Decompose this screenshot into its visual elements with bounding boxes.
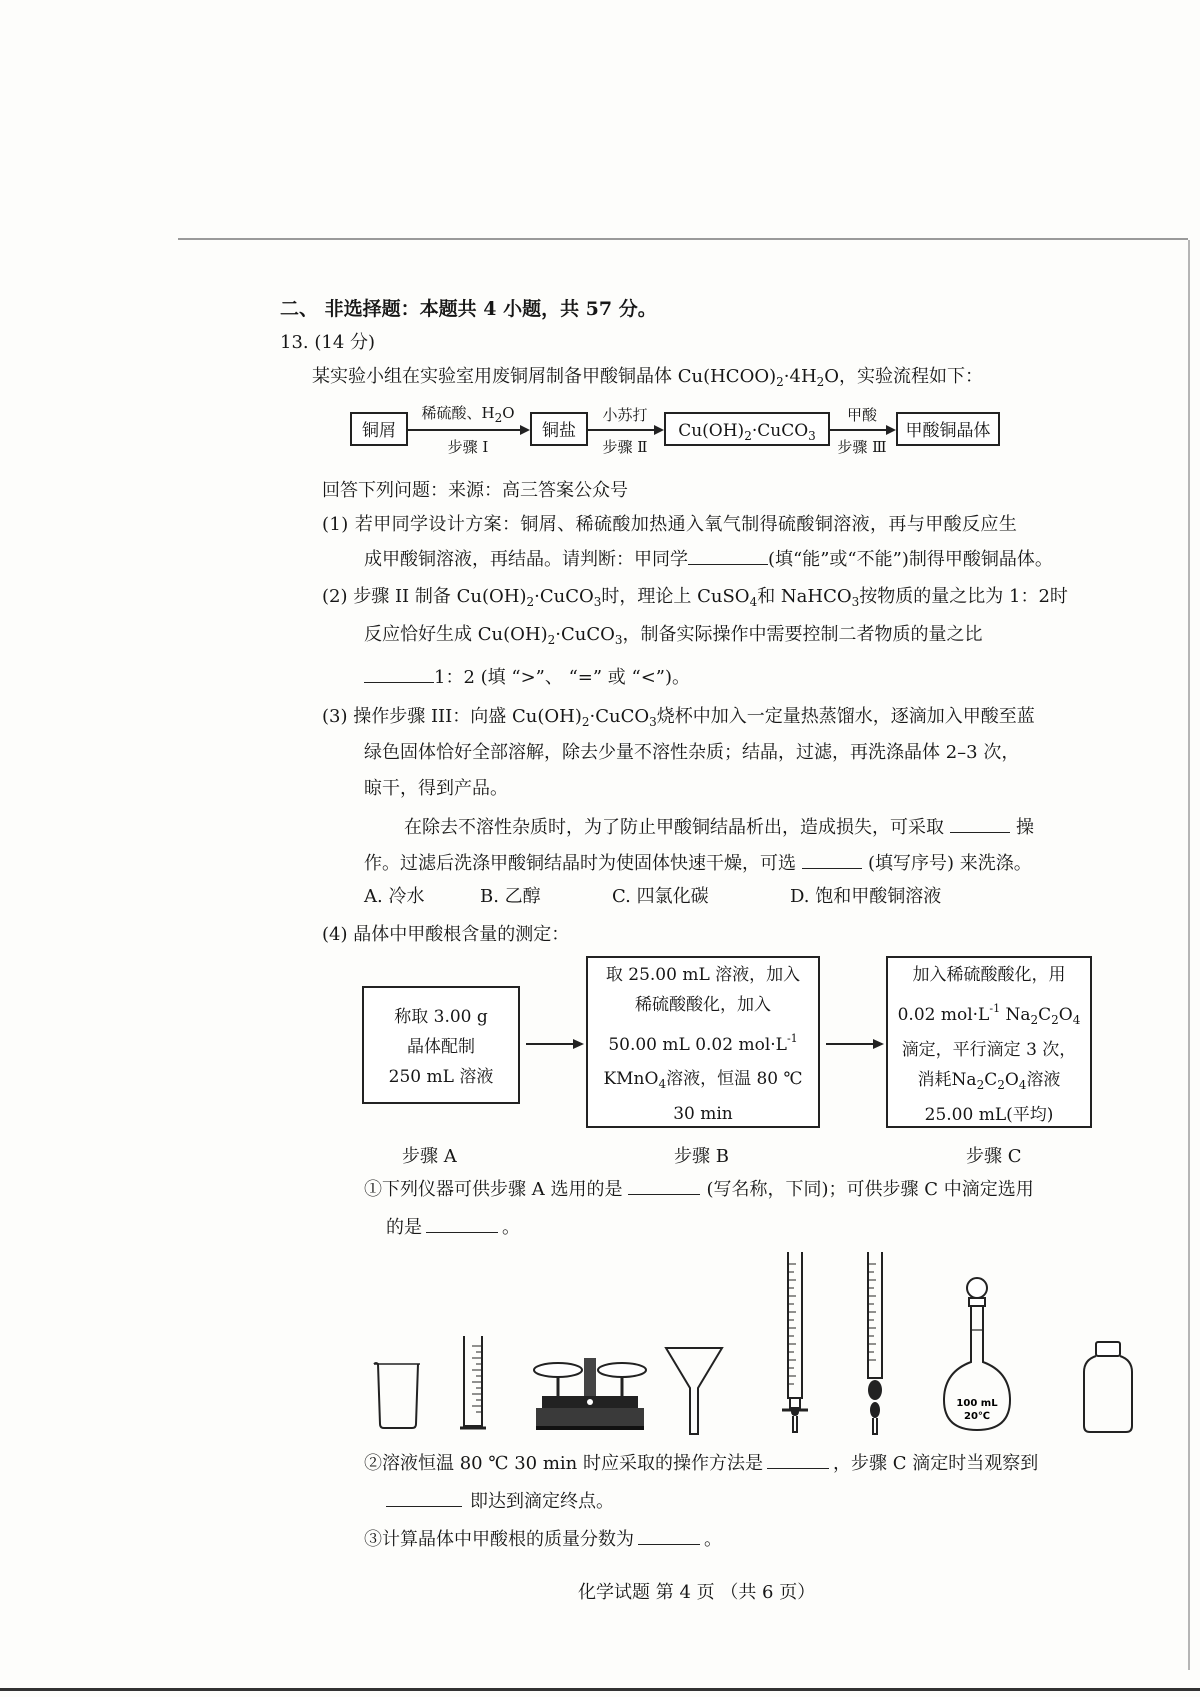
question-num: 13. bbox=[280, 332, 309, 353]
step-a-line3: 250 mL 溶液 bbox=[388, 1067, 494, 1087]
q2-l1b: ·CuCO bbox=[534, 586, 594, 607]
intro-sub-2: 2 bbox=[816, 375, 825, 389]
intro-sub: 2 bbox=[776, 375, 784, 389]
q2-line1 bbox=[322, 584, 1068, 615]
step-b-sup: -1 bbox=[786, 1032, 798, 1045]
q2-l3: 1：2 (填 “>”、 “=” 或 “<”)。 bbox=[434, 667, 691, 688]
q2-l1-sub4: 4 bbox=[749, 595, 758, 609]
step-b-line1: 取 25.00 mL 溶液，加入 bbox=[605, 965, 801, 985]
q4-blank-endpoint[interactable] bbox=[386, 1488, 462, 1507]
q4-sub1-c: 的是 bbox=[386, 1217, 422, 1238]
step-b-conc: 50.00 mL 0.02 mol·L bbox=[608, 1035, 787, 1055]
q3-line5 bbox=[364, 850, 1032, 877]
q3-l4b: 操 bbox=[1016, 817, 1034, 838]
q4-sub1-line1 bbox=[364, 1176, 1034, 1203]
balance-icon bbox=[530, 1354, 650, 1434]
q1-answer-blank[interactable] bbox=[688, 546, 768, 565]
q3-option-d: D. 饱和甲酸铜溶液 bbox=[790, 886, 942, 907]
step-c-sup: -1 bbox=[989, 1002, 1001, 1015]
flow-box-copper-scrap: 铜屑 bbox=[350, 412, 408, 446]
step-c-na: Na bbox=[1005, 1005, 1031, 1025]
step-b-sub4: 4 bbox=[658, 1077, 667, 1091]
step-c-consume: 消耗Na bbox=[917, 1070, 977, 1090]
q3-l1b: ·CuCO bbox=[589, 706, 650, 727]
step-c-c: C bbox=[1038, 1005, 1052, 1025]
step-c-c2: C bbox=[984, 1070, 998, 1090]
step-b-line4 bbox=[588, 1060, 818, 1099]
q3-l4a: 在除去不溶性杂质时，为了防止甲酸铜结晶析出，造成损失，可采取 bbox=[404, 817, 944, 838]
q2-answer-blank[interactable] bbox=[364, 664, 434, 683]
flow-arrow-1-top-a: 稀硫酸、H bbox=[421, 404, 495, 422]
flow-box3-a: Cu(OH) bbox=[678, 421, 745, 441]
q2-l2-sub: 2 bbox=[547, 633, 556, 647]
page-footer: 化学试题 第 4 页 （共 6 页） bbox=[578, 1582, 816, 1603]
q4-blank-c[interactable] bbox=[426, 1214, 498, 1233]
q4-sub2-a: ②溶液恒温 80 ℃ 30 min 时应采取的操作方法是 bbox=[364, 1453, 763, 1474]
flow-box3-sub2: 3 bbox=[808, 429, 816, 443]
step-c-o: O bbox=[1058, 1005, 1073, 1025]
step-c-line5: 25.00 mL(平均) bbox=[924, 1105, 1054, 1125]
step-a-box bbox=[362, 986, 520, 1104]
flow-arrow-1-top-b: O bbox=[502, 404, 515, 422]
q2-l1-sub3: 3 bbox=[593, 595, 602, 609]
flow-arrow-3 bbox=[830, 429, 894, 431]
step-c-line3: 滴定，平行滴定 3 次， bbox=[901, 1040, 1077, 1060]
q3-option-b: B. 乙醇 bbox=[480, 886, 541, 907]
step-arrow-2 bbox=[826, 1043, 882, 1045]
q2-l1-sub3b: 3 bbox=[851, 595, 860, 609]
q2-l1d: 和 NaHCO bbox=[757, 586, 852, 607]
question-score: (14 分) bbox=[314, 332, 376, 353]
flow-arrow-2 bbox=[588, 429, 662, 431]
flow-arrow-3-bottom: 步骤 Ⅲ bbox=[837, 438, 887, 456]
step-b-kmno: KMnO bbox=[603, 1069, 659, 1089]
q2-l2-sub3: 3 bbox=[614, 633, 623, 647]
q3-l1-sub: 2 bbox=[581, 715, 590, 729]
q4-blank-a[interactable] bbox=[628, 1176, 700, 1195]
flow-arrow-2-top: 小苏打 bbox=[602, 406, 648, 424]
step-c-sub2a: 2 bbox=[1030, 1013, 1039, 1027]
q3-l1c: 烧杯中加入一定量热蒸馏水，逐滴加入甲酸至蓝 bbox=[656, 706, 1035, 727]
q3-line4 bbox=[404, 814, 1034, 841]
answer-prompt: 回答下列问题：来源：高三答案公众号 bbox=[322, 480, 628, 501]
edge-rule bbox=[1188, 240, 1190, 1670]
step-a-label: 步骤 A bbox=[402, 1146, 457, 1167]
step-c-line1: 加入稀硫酸酸化，用 bbox=[912, 965, 1066, 985]
question-intro bbox=[312, 364, 983, 395]
q2-l1a: (2) 步骤 II 制备 Cu(OH) bbox=[322, 586, 527, 607]
section-title: 二、 非选择题：本题共 4 小题，共 57 分。 bbox=[280, 298, 657, 320]
step-b-line2: 稀硫酸酸化，加入 bbox=[635, 995, 771, 1015]
q4-sub2-b: ，步骤 C 滴定时当观察到 bbox=[832, 1453, 1039, 1474]
q3-line2: 绿色固体恰好全部溶解，除去少量不溶性杂质；结晶，过滤，再洗涤晶体 2–3 次， bbox=[364, 742, 1020, 763]
step-c-sub2d: 2 bbox=[997, 1078, 1005, 1092]
q1-line2 bbox=[364, 546, 1053, 573]
flow-arrow-1-sub: 2 bbox=[494, 411, 503, 425]
q3-l1a: (3) 操作步骤 III：向盛 Cu(OH) bbox=[322, 706, 582, 727]
flow-box-copper-salt: 铜盐 bbox=[530, 412, 588, 446]
step-c-conc: 0.02 mol·L bbox=[897, 1005, 990, 1025]
intro-suffix: ·4H bbox=[783, 366, 817, 387]
step-c-sub2c: 2 bbox=[976, 1078, 985, 1092]
base-burette-icon bbox=[858, 1250, 892, 1436]
step-c-sub4: 4 bbox=[1072, 1013, 1081, 1027]
reagent-bottle-icon bbox=[1080, 1340, 1136, 1434]
q4-blank-b[interactable] bbox=[767, 1450, 829, 1469]
q2-l2a: 反应恰好生成 Cu(OH) bbox=[364, 624, 548, 645]
q3-option-c: C. 四氯化碳 bbox=[612, 886, 709, 907]
q4-sub1-b: (写名称，下同)；可供步骤 C 中滴定选用 bbox=[706, 1179, 1034, 1200]
step-b-line5: 30 min bbox=[673, 1104, 733, 1124]
q4-sub2-line2 bbox=[386, 1488, 614, 1515]
step-c-box bbox=[886, 956, 1092, 1128]
flask-label-temp: 20℃ bbox=[963, 1411, 991, 1422]
q2-l2c: ，制备实际操作中需要控制二者物质的量之比 bbox=[622, 624, 983, 645]
flask-label-volume: 100 mL bbox=[956, 1398, 998, 1409]
step-c-line4 bbox=[888, 1065, 1090, 1100]
q1-line2-a: 成甲酸铜溶液，再结晶。请判断：甲同学 bbox=[364, 549, 688, 570]
q3-l5b: (填写序号) 来洗涤。 bbox=[868, 853, 1032, 874]
q4-sub3-end: 。 bbox=[704, 1529, 722, 1550]
step-c-label: 步骤 C bbox=[966, 1146, 1022, 1167]
intro-prefix: 某实验小组在实验室用废铜屑制备甲酸铜晶体 Cu(HCOO) bbox=[312, 366, 777, 387]
step-b-label: 步骤 B bbox=[674, 1146, 729, 1167]
graduated-cylinder-icon bbox=[458, 1334, 488, 1434]
flow-box-product: 甲酸铜晶体 bbox=[896, 412, 1000, 446]
step-c-sub4b: 4 bbox=[1018, 1078, 1027, 1092]
q4-title: (4) 晶体中甲酸根含量的测定： bbox=[322, 924, 570, 945]
q4-sub3-a: ③计算晶体中甲酸根的质量分数为 bbox=[364, 1529, 634, 1550]
q4-sub2-c: 即达到滴定终点。 bbox=[470, 1491, 614, 1512]
q3-l5a: 作。过滤后洗涤甲酸铜结晶时为使固体快速干燥，可选 bbox=[364, 853, 796, 874]
step-b-box bbox=[586, 956, 820, 1128]
q4-sub1-line2 bbox=[386, 1214, 520, 1241]
step-c-o2: O bbox=[1004, 1070, 1019, 1090]
q1-line1: (1) 若甲同学设计方案：铜屑、稀硫酸加热通入氧气制得硫酸铜溶液，再与甲酸反应生 bbox=[322, 514, 1018, 535]
step-c-line2 bbox=[888, 990, 1090, 1035]
step-a-line1: 称取 3.00 g bbox=[394, 1007, 488, 1027]
q2-l1c: 时，理论上 CuSO bbox=[601, 586, 750, 607]
step-c-sub2b: 2 bbox=[1051, 1013, 1059, 1027]
step-c-sol: 溶液 bbox=[1026, 1070, 1061, 1090]
q1-line2-b: (填“能”或“不能”)制得甲酸铜晶体。 bbox=[768, 549, 1053, 570]
q2-l2b: ·CuCO bbox=[555, 624, 615, 645]
question-number bbox=[280, 330, 375, 356]
flow-arrow-1 bbox=[408, 429, 528, 431]
acid-burette-icon bbox=[778, 1250, 812, 1436]
q4-sub2-line1 bbox=[364, 1450, 1038, 1477]
q3-line3: 晾干，得到产品。 bbox=[364, 778, 508, 799]
step-b-line3 bbox=[588, 1020, 818, 1060]
flow-arrow-1-top bbox=[408, 402, 528, 425]
q3-blank-2[interactable] bbox=[802, 850, 862, 869]
flow-arrow-1-bottom: 步骤 I bbox=[447, 438, 489, 456]
step-arrow-1 bbox=[526, 1043, 582, 1045]
step-b-temp: 溶液，恒温 80 ℃ bbox=[666, 1069, 803, 1089]
intro-tail: O，实验流程如下： bbox=[824, 366, 984, 387]
flow-arrow-3-top: 甲酸 bbox=[846, 406, 877, 424]
q3-blank-1[interactable] bbox=[950, 814, 1010, 833]
funnel-icon bbox=[664, 1344, 724, 1436]
volumetric-flask-icon bbox=[940, 1276, 1014, 1436]
q3-option-a: A. 冷水 bbox=[364, 886, 425, 907]
flow-box-basic-carbonate bbox=[664, 412, 830, 446]
q2-line2 bbox=[364, 622, 983, 653]
q2-l1e: 按物质的量之比为 1：2时 bbox=[859, 586, 1068, 607]
q2-l1-sub: 2 bbox=[526, 595, 535, 609]
bottom-rule bbox=[0, 1688, 1200, 1691]
top-rule bbox=[178, 238, 1188, 240]
q4-sub3-line bbox=[364, 1526, 722, 1553]
beaker-icon bbox=[372, 1360, 424, 1430]
q4-sub1-a: ①下列仪器可供步骤 A 选用的是 bbox=[364, 1179, 623, 1200]
q3-l1-sub3: 3 bbox=[649, 715, 657, 729]
flow-box3-sub: 2 bbox=[744, 429, 752, 443]
q4-blank-fraction[interactable] bbox=[638, 1526, 700, 1545]
q4-sub1-end: 。 bbox=[502, 1217, 520, 1238]
step-a-line2: 晶体配制 bbox=[407, 1037, 475, 1057]
q3-line1 bbox=[322, 704, 1035, 735]
flow-arrow-2-bottom: 步骤 Ⅱ bbox=[602, 438, 648, 456]
flow-box3-b: ·CuCO bbox=[751, 421, 809, 441]
q2-line3 bbox=[364, 664, 690, 691]
